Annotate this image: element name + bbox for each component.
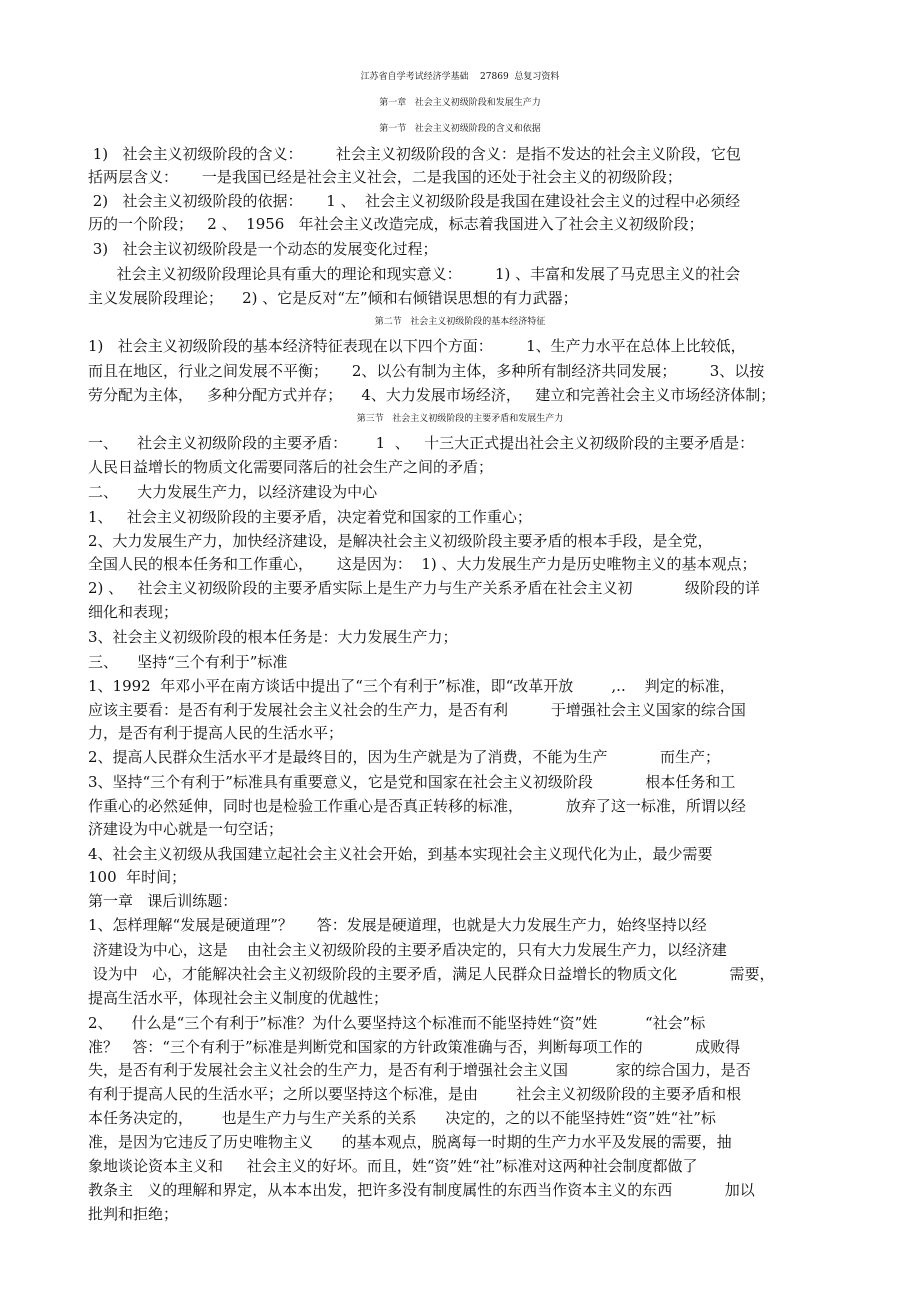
- text-line: 济建设为中心，这是 由社会主义初级阶段的主要矛盾决定的，只有大力发展生产力，以经济建: [88, 941, 727, 959]
- text-line: 100 年时间；: [88, 868, 187, 886]
- text-line: 批判和拒绝；: [88, 1205, 179, 1223]
- section-heading: 第二节 社会主义初级阶段的基本经济特征: [374, 317, 546, 327]
- text-line: 2) 、 社会主义初级阶段的主要矛盾实际上是生产力与生产关系矛盾在社会主义初 级阶段的详: [88, 579, 760, 597]
- text-line: 3、坚持“三个有利于”标准具有重要意义，它是党和国家在社会主义初级阶段 根本任务和工: [88, 773, 736, 791]
- section-heading: 第三节 社会主义初级阶段的主要矛盾和发展生产力: [356, 414, 564, 424]
- text-line: 1、 社会主义初级阶段的主要矛盾，决定着党和国家的工作重心；: [88, 508, 532, 526]
- text-line: 1、1992 年邓小平在南方谈话中提出了“三个有利于”标准，即“改革开放 ,.. 判定的标准，: [88, 677, 735, 695]
- text-line: 提高生活水平，体现社会主义制度的优越性；: [88, 989, 389, 1007]
- text-line: 二、 大力发展生产力，以经济建设为中心: [88, 483, 378, 501]
- text-line: 设为中 心，才能解决社会主义初级阶段的主要矛盾，满足人民群众日益增长的物质文化 需要，: [88, 965, 775, 983]
- text-line: 人民日益增长的物质文化需要同落后的社会生产之间的矛盾；: [88, 458, 494, 476]
- text-line: 力，是否有利于提高人民的生活水平；: [88, 724, 344, 742]
- text-line: 一、 社会主义初级阶段的主要矛盾： 1 、 十三大正式提出社会主义初级阶段的主要矛盾是：: [88, 434, 755, 452]
- text-line: 2、大力发展生产力，加快经济建设，是解决社会主义初级阶段主要矛盾的根本手段，是全党，: [88, 532, 713, 550]
- text-line: 3) 社会主议初级阶段是一个动态的发展变化过程；: [88, 240, 438, 258]
- text-line: 细化和表现；: [88, 603, 179, 621]
- text-line: 劳分配为主体， 多种分配方式并存； 4、大力发展市场经济， 建立和完善社会主义市场经济体制；: [88, 386, 776, 404]
- text-line: 应该主要看：是否有利于发展社会主义社会的生产力，是否有利 于增强社会主义国家的综合国: [88, 701, 746, 719]
- text-line: 三、 坚持“三个有利于”标准: [88, 653, 288, 671]
- text-line: 准？ 答：“三个有利于”标准是判断党和国家的方针政策准确与否，判断每项工作的 成败得: [88, 1038, 741, 1056]
- text-line: 失，是否有利于发展社会主义社会的生产力，是否有利于增强社会主义国 家的综合国力，是否: [88, 1061, 751, 1079]
- text-line: 本任务决定的， 也是生产力与生产关系的关系 决定的，之的以不能坚持姓“资”姓“社”标: [88, 1109, 716, 1127]
- text-line: 作重心的必然延伸，同时也是检验工作重心是否真正转移的标准， 放弃了这一标准，所谓以经: [88, 797, 746, 815]
- doc-title: 江苏省自学考试经济学基础 27869 总复习资料: [360, 72, 560, 82]
- text-line: 社会主义初级阶段理论具有重大的理论和现实意义： 1) 、丰富和发展了马克思主义的社会: [88, 265, 741, 283]
- text-line: 济建设为中心就是一句空话；: [88, 820, 284, 838]
- text-line: 2) 社会主义初级阶段的依据： 1 、 社会主义初级阶段是我国在建设社会主义的过程中必须经: [88, 192, 741, 210]
- text-line: 2、 什么是“三个有利于”标准？为什么要坚持这个标准而不能坚持姓“资”姓 “社会”标: [88, 1014, 706, 1032]
- chapter-heading: 第一章 社会主义初级阶段和发展生产力: [379, 98, 541, 108]
- text-line: 4、社会主义初级从我国建立起社会主义社会开始，到基本实现社会主义现代化为止，最少需要: [88, 845, 713, 863]
- text-line: 历的一个阶段； 2 、 1956 年社会主义改造完成，标志着我国进入了社会主义初级阶段；: [88, 215, 704, 233]
- section-heading: 第一节 社会主义初级阶段的含义和依据: [379, 124, 541, 134]
- text-line: 全国人民的根本任务和工作重心， 这是因为： 1) 、大力发展生产力是历史唯物主义的基本观点；: [88, 555, 757, 573]
- text-line: 括两层含义： 一是我国已经是社会主义社会，二是我国的还处于社会主义的初级阶段；: [88, 168, 682, 186]
- text-line: 1) 社会主义初级阶段的含义： 社会主义初级阶段的含义：是指不发达的社会主义阶段，它包: [88, 145, 741, 163]
- text-line: 1、怎样理解“发展是硬道理”？ 答：发展是硬道理，也就是大力发展生产力，始终坚持以经: [88, 916, 707, 934]
- text-line: 2、提高人民群众生活水平才是最终目的，因为生产就是为了消费，不能为生产 而生产；: [88, 748, 720, 766]
- text-line: 教条主 义的理解和界定，从本本出发，把许多没有制度属性的东西当作资本主义的东西 加以: [88, 1181, 755, 1199]
- text-line: 主义发展阶段理论； 2) 、它是反对“左”倾和右倾错误思想的有力武器；: [88, 289, 578, 307]
- text-line: 3、社会主义初级阶段的根本任务是：大力发展生产力；: [88, 628, 458, 646]
- text-line: 1) 社会主义初级阶段的基本经济特征表现在以下四个方面： 1、生产力水平在总体上比较低，: [88, 337, 746, 355]
- exercise-heading: 第一章 课后训练题：: [88, 892, 238, 910]
- text-line: 有利于提高人民的生活水平；之所以要坚持这个标准，是由 社会主义初级阶段的主要矛盾和根: [88, 1085, 742, 1103]
- text-line: 准，是因为它违反了历史唯物主义 的基本观点，脱离每一时期的生产力水平及发展的需要，抽: [88, 1133, 732, 1151]
- text-line: 象地谈论资本主义和 社会主义的好坏。而且，姓“资”姓“社”标准对这两种社会制度都做了: [88, 1157, 698, 1175]
- text-line: 而且在地区，行业之间发展不平衡； 2、以公有制为主体，多种所有制经济共同发展； 3、以按: [88, 362, 765, 380]
